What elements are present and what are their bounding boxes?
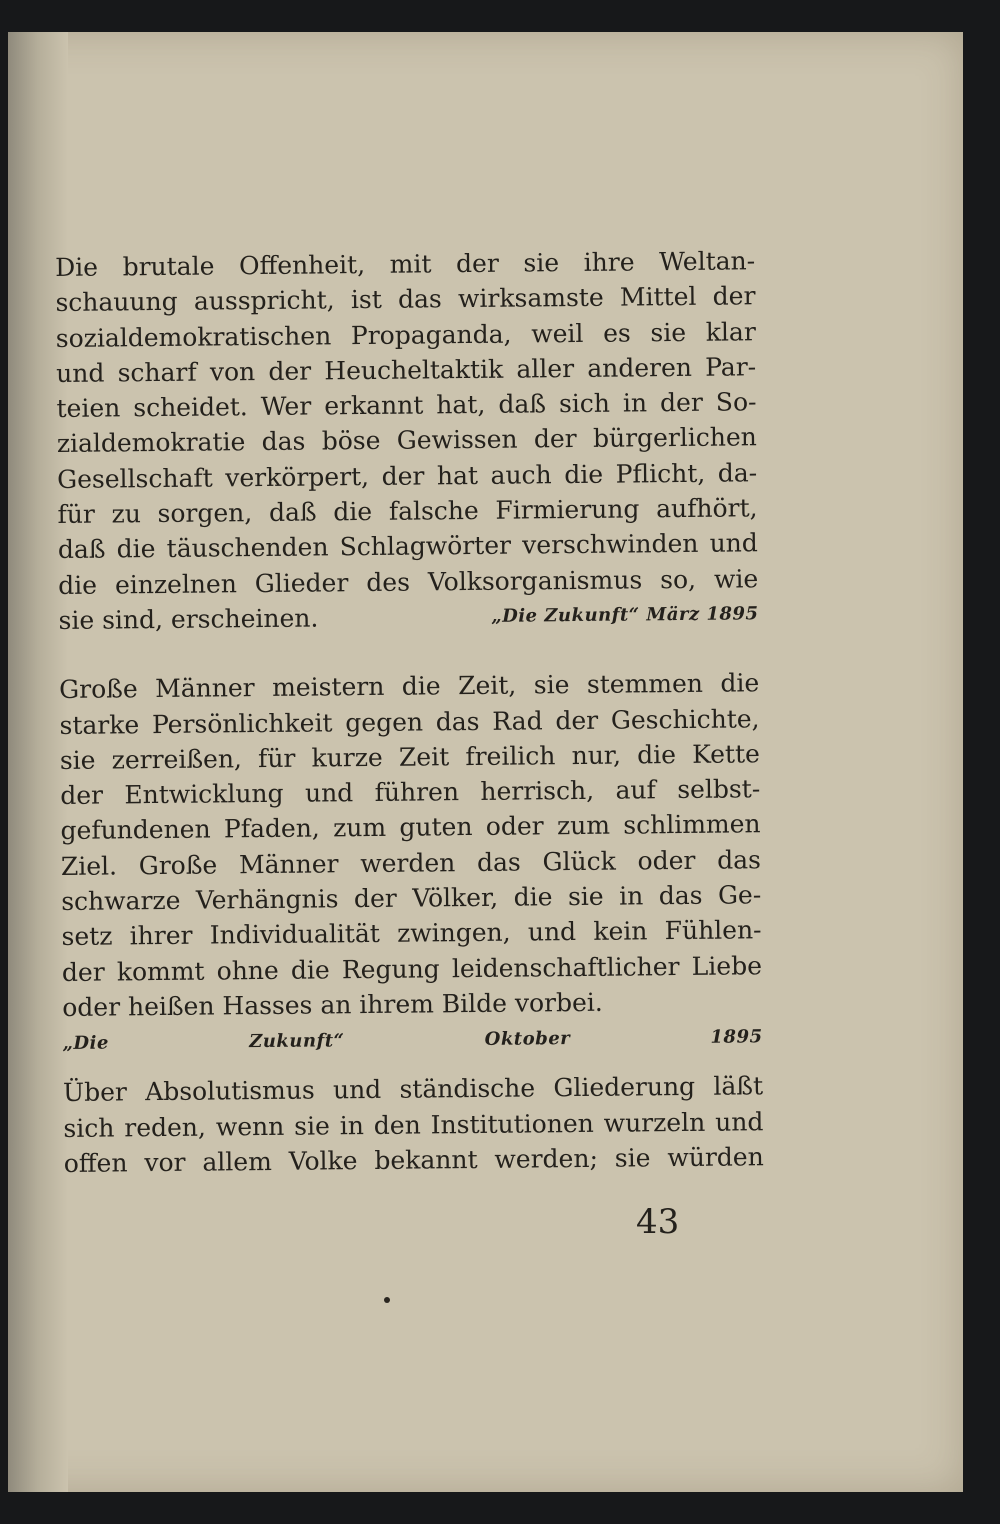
paragraph-1: [55, 243, 759, 638]
text-line: schwarze Verhängnis der Völker, die sie in das Ge-: [61, 880, 762, 917]
page-number: 43: [636, 1202, 680, 1242]
text-line: offen vor allem Volke bekannt werden; sie würden: [63, 1142, 764, 1178]
text-line: für zu sorgen, daß die falsche Firmierung aufhört,: [57, 493, 758, 530]
text-line: Über Absolutismus und ständische Gliederung läßt: [62, 1071, 764, 1108]
text-line: sie sind, erscheinen.: [58, 603, 319, 635]
text-line: der Entwicklung und führen herrisch, auf selbst-: [60, 774, 761, 811]
text-line: starke Persönlichkeit gegen das Rad der Geschichte,: [59, 703, 760, 740]
text-line: sozialdemokratischen Propaganda, weil es sie klar: [55, 316, 756, 353]
text-line: Große Männer meistern die Zeit, sie stemmen die: [59, 668, 760, 705]
last-line-with-citation: [58, 596, 758, 638]
text-line: sich reden, wenn sie in den Institutionen wurzeln und: [63, 1106, 764, 1143]
text-line: gefundenen Pfaden, zum guten oder zum schlimmen: [60, 809, 761, 846]
paragraph-3: [63, 1068, 764, 1181]
text-line: teien scheidet. Wer erkannt hat, daß sich in der So-: [56, 387, 757, 424]
text-line: schauung ausspricht, ist das wirksamste Mittel der: [55, 281, 756, 318]
text-line: daß die täuschenden Schlagwörter verschwinden und: [57, 528, 758, 565]
body-text: [55, 243, 764, 1181]
book-page: [8, 32, 963, 1492]
text-line: oder heißen Hasses an ihrem Bilde vorbei.: [62, 987, 603, 1022]
text-line: und scharf von der Heucheltaktik aller anderen Par-: [56, 352, 757, 388]
text-line: Ziel. Große Männer werden das Glück oder das: [60, 845, 762, 881]
text-line: Gesellschaft verkörpert, der hat auch die Pflicht, da-: [57, 458, 758, 494]
citation: „Die Zukunft“ März 1895: [491, 603, 759, 627]
ink-speck: [384, 1297, 390, 1303]
text-line: sie zerreißen, für kurze Zeit freilich nur, die Kette: [59, 739, 761, 775]
text-line: die einzelnen Glieder des Volksorganismus so, wie: [58, 563, 759, 600]
paragraph-2: [59, 666, 763, 1058]
text-line: zialdemokratie das böse Gewissen der bürgerlichen: [56, 422, 757, 459]
text-line: Die brutale Offenheit, mit der sie ihre Weltan-: [55, 246, 756, 282]
citation: „Die Zukunft“ Oktober 1895: [62, 1026, 763, 1055]
text-line: setz ihrer Individualität zwingen, und kein Fühlen-: [61, 915, 762, 952]
text-line: der kommt ohne die Regung leidenschaftlicher Liebe: [61, 950, 763, 987]
